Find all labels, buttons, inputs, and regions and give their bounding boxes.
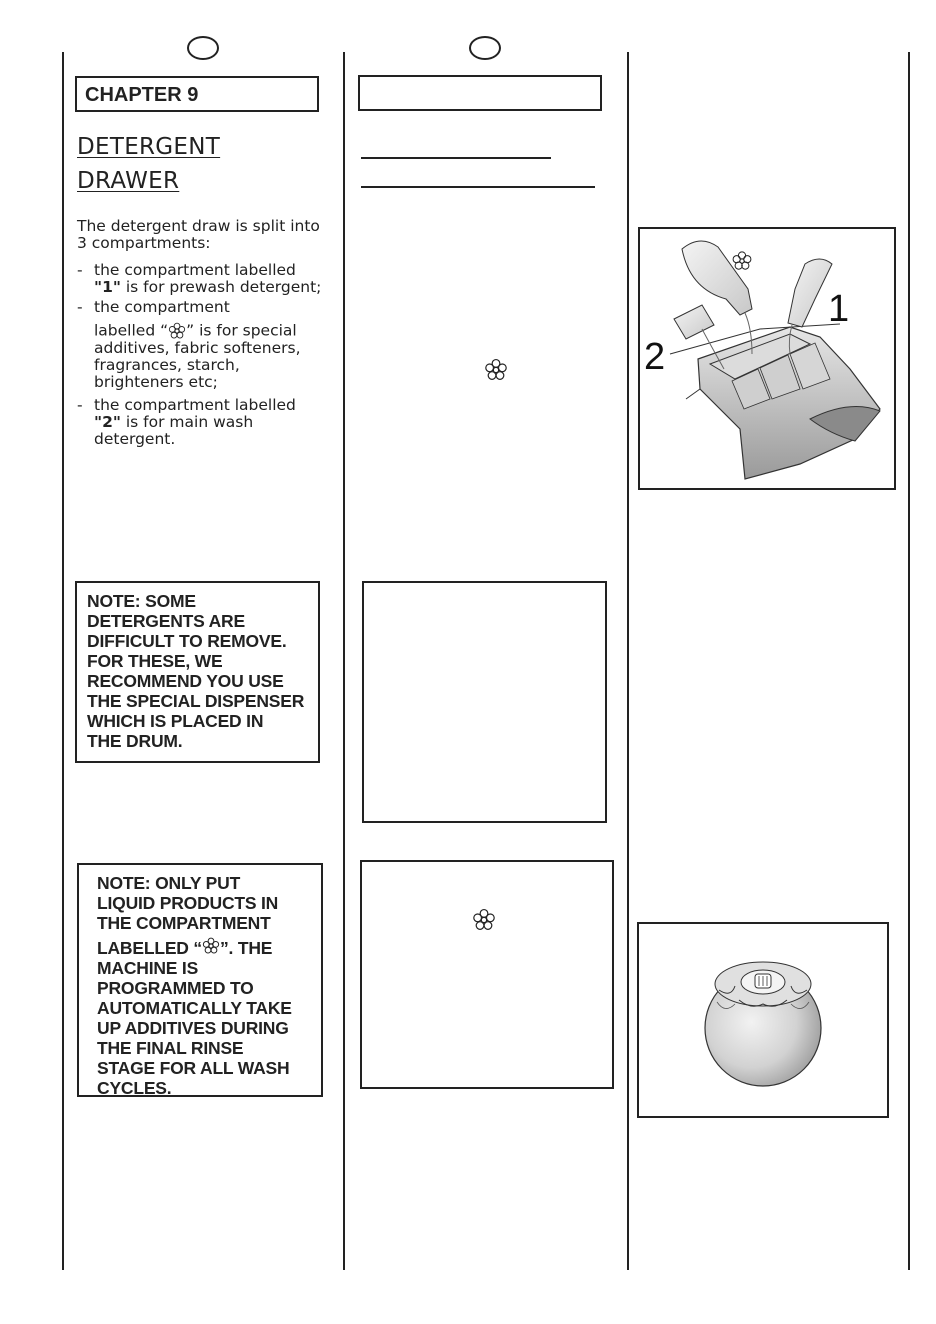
list-item (77, 397, 329, 448)
column-divider-middle (343, 52, 345, 1270)
note-line: PROGRAMMED TO (97, 978, 254, 998)
list-item-bold: "2" (94, 413, 121, 431)
list-item-bold: "1" (94, 278, 121, 296)
column-divider-right (627, 52, 629, 1270)
list-item-text: the compartment (94, 298, 230, 316)
chapter-label: CHAPTER 9 (85, 84, 199, 106)
chapter-box (75, 76, 319, 112)
note-line: THE COMPARTMENT (97, 913, 271, 933)
note-line: STAGE FOR ALL WASH (97, 1058, 290, 1078)
note-box-liquid-products (77, 863, 323, 1097)
chapter-box-blank (358, 75, 602, 111)
note-labelled-pre: LABELLED “ (97, 938, 202, 958)
detergent-drawer-figure (638, 227, 896, 490)
detergent-drawer-illustration (640, 229, 894, 488)
figure-label-2: 2 (644, 336, 666, 378)
dispenser-ball-figure (637, 922, 889, 1118)
list-dash: - (77, 261, 83, 279)
note-line: THE SPECIAL DISPENSER (87, 691, 305, 711)
heading-line-1: DETERGENT (77, 134, 221, 160)
note-line: RECOMMEND YOU USE (87, 671, 284, 691)
note-line: FOR THESE, WE (87, 651, 223, 671)
compartment-list (77, 262, 329, 449)
note-line: CYCLES. (97, 1078, 172, 1098)
note-line: MACHINE IS (97, 958, 199, 978)
column-divider-edge (908, 52, 910, 1270)
note-line: LIQUID PRODUCTS IN (97, 893, 279, 913)
flower-symbol-icon (472, 908, 496, 932)
note-line: NOTE: SOME (87, 591, 196, 611)
list-item-text-2: is for prewash detergent; (120, 278, 322, 296)
list-item-text: the compartment labelled (94, 261, 296, 279)
note-box-detergents (75, 581, 320, 763)
flower-symbol-icon (733, 252, 751, 269)
flower-symbol-icon (484, 358, 508, 382)
list-item (77, 299, 329, 391)
heading-line-2: DRAWER (77, 168, 180, 194)
flower-symbol-icon (202, 937, 220, 955)
note-line: AUTOMATICALLY TAKE (97, 998, 292, 1018)
list-item-line (94, 322, 329, 391)
dispenser-ball-illustration (639, 924, 887, 1116)
language-badge-left (187, 36, 219, 60)
list-dash: - (77, 298, 83, 316)
list-dash: - (77, 396, 83, 414)
section-heading (77, 130, 220, 198)
note-line (97, 937, 311, 958)
heading-rule-1 (361, 157, 551, 159)
intro-paragraph: The detergent draw is split into 3 compartments: (77, 217, 320, 252)
list-item-text-2: is for main wash detergent. (94, 413, 254, 448)
list-item-text: the compartment labelled (94, 396, 296, 414)
note-box-blank-1 (362, 581, 607, 823)
list-item-pre: labelled “ (94, 321, 169, 340)
list-item-post: ” is for special additives, fabric softeners, fragrances, starch, brighteners etc; (94, 321, 301, 391)
note-labelled-post: ”. THE (219, 938, 273, 958)
heading-rule-2 (361, 186, 595, 188)
note-line: THE DRUM. (87, 731, 183, 751)
note-box-blank-2 (360, 860, 614, 1089)
note-line: UP ADDITIVES DURING (97, 1018, 289, 1038)
note-line: WHICH IS PLACED IN (87, 711, 264, 731)
column-divider-left (62, 52, 64, 1270)
note-line: NOTE: ONLY PUT (97, 873, 241, 893)
flower-symbol-icon (168, 322, 186, 340)
note-line: THE FINAL RINSE (97, 1038, 244, 1058)
figure-label-1: 1 (828, 288, 850, 330)
note-line: DETERGENTS ARE (87, 611, 245, 631)
language-badge-middle (469, 36, 501, 60)
note-line: DIFFICULT TO REMOVE. (87, 631, 287, 651)
list-item (77, 262, 329, 296)
